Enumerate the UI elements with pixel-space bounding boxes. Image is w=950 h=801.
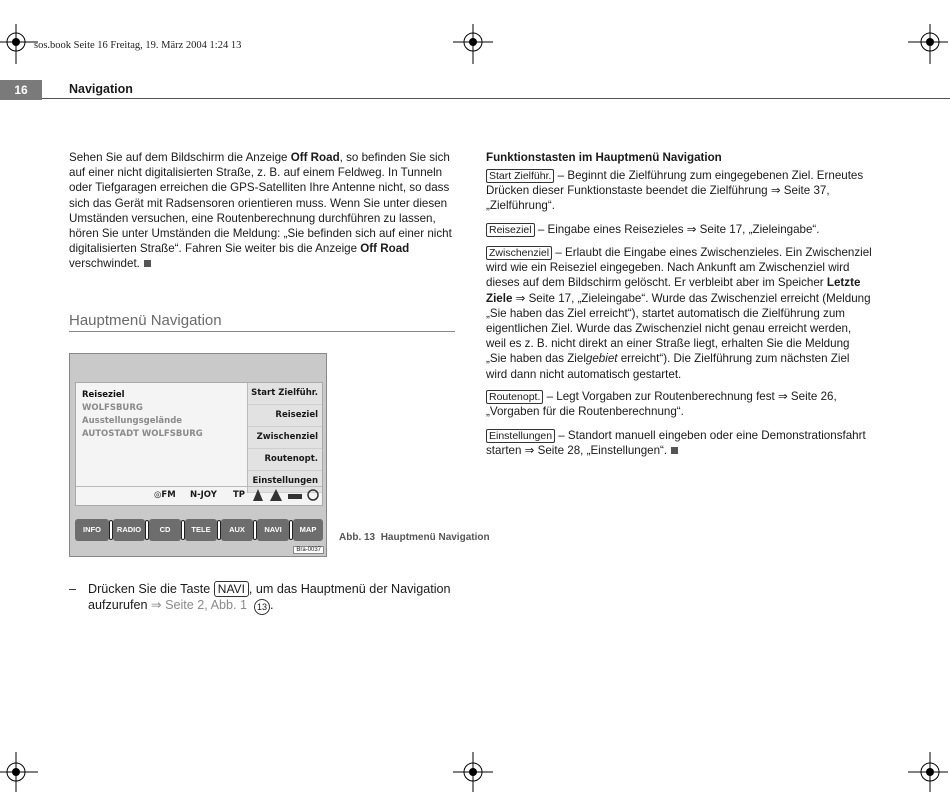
traffic-warning-icons <box>252 488 320 505</box>
key-einstellungen: Einstellungen <box>486 429 555 443</box>
end-of-section-mark <box>671 447 678 454</box>
crop-mark-bottom-center <box>453 752 493 792</box>
tele-button: TELE <box>185 519 217 541</box>
menu-item-reiseziel: Reiseziel <box>248 405 322 427</box>
key-reiseziel: Reiseziel <box>486 223 535 237</box>
page-reference-link[interactable]: ⇒ Seite 2, Abb. 1 <box>151 598 247 612</box>
crop-mark-top-left <box>0 24 38 64</box>
menu-item-start-zielfuehr: Start Zielführ. <box>248 383 322 405</box>
header-rule <box>42 98 950 99</box>
aux-button: AUX <box>221 519 253 541</box>
instruction-step: – Drücken Sie die Taste NAVI , um das Hauptmenü der Navigation aufzurufen ⇒ Seite 2, Abb. 1 13 . <box>69 581 459 615</box>
entry-reiseziel: Reiseziel – Eingabe eines Reisezieles ⇒ Seite 17, „Zieleingabe“. <box>486 222 872 237</box>
list-item: Ausstellungsgelände <box>82 416 183 426</box>
term-off-road-2: Off Road <box>360 242 410 256</box>
crop-mark-top-right <box>908 24 948 64</box>
function-key-menu <box>247 383 322 493</box>
running-head: Navigation <box>69 82 133 96</box>
menu-item-zwischenziel: Zwischenziel <box>248 427 322 449</box>
menu-item-einstellungen: Einstellungen <box>248 471 322 493</box>
navi-button: NAVI <box>257 519 289 541</box>
fm-indicator: ◎FM <box>154 490 176 500</box>
destination-list <box>82 389 203 441</box>
menu-item-routenopt: Routenopt. <box>248 449 322 471</box>
page-number: 16 <box>0 80 42 100</box>
tp-indicator: TP <box>233 490 246 500</box>
section-heading: Hauptmenü Navigation <box>69 312 222 329</box>
figure-code: Bra-0037 <box>293 546 324 554</box>
crop-mark-bottom-right <box>908 752 948 792</box>
info-button: INFO <box>75 519 109 541</box>
paragraph-off-road: Sehen Sie auf dem Bildschirm die Anzeige Off Road, so befinden Sie sich auf einer nicht digitalisierten Straße, z. B. auf einem Feldweg. In Tunneln oder Tiefgaragen erreichen die GPS-Satelliten Ihre Antenne nicht, so dass sich das Gerät mit Radsensoren orientieren muss. Wenn Sie unter diesen Umständen versuchen, eine Routenberechnung durchführen zu lassen, hören Sie unter Umständen die Meldung: „Sie befinden sich auf einer nicht digitalisierten Straße“. Fahren Sie weiter bis die Anzeige Off Road verschwindet. <box>69 151 452 271</box>
callout-number: 13 <box>254 599 270 615</box>
entry-start-zielfuehr: Start Zielführ. – Beginnt die Zielführung zum eingegebenen Ziel. Erneutes Drücken dieser Funktionstaste beendet die Zielführung ⇒ Seite 37, „Zielführung“. <box>486 169 864 213</box>
station-name: N-JOY <box>190 490 217 500</box>
print-info-line: sos.book Seite 16 Freitag, 19. März 2004 1:24 13 <box>34 40 242 51</box>
screen-display <box>75 382 323 506</box>
status-bar <box>76 486 322 505</box>
key-start-zielfuehr: Start Zielführ. <box>486 169 554 183</box>
entry-routenopt: Routenopt. – Legt Vorgaben zur Routenberechnung fest ⇒ Seite 26, „Vorgaben für die Routenberechnung“. <box>486 390 837 419</box>
step-dash: – <box>69 582 77 596</box>
term-off-road: Off Road <box>290 151 340 164</box>
radio-button: RADIO <box>113 519 145 541</box>
navi-key: NAVI <box>214 581 249 597</box>
hardware-button-row <box>75 519 323 541</box>
section-rule <box>69 331 455 332</box>
navigation-screen-figure <box>69 353 327 557</box>
end-of-section-mark <box>144 260 151 267</box>
key-routenopt: Routenopt. <box>486 390 543 404</box>
cd-button: CD <box>149 519 181 541</box>
entry-zwischenziel: Zwischenziel – Erlaubt die Eingabe eines Zwischenzieles. Ein Zwischenziel wird wie ein Reiseziel eingegeben. Nach Ankunft am Zwischenziel wird dieses auf dem Bildschirm gelöscht. Er verbleibt aber im Speicher Letzte Ziele ⇒ Seite 17, „Zieleingabe“. Wurde das Zwischenziel erreicht (Meldung „Sie haben das Ziel erreicht“), startet automatisch die Zielführung zum eigentlichen Ziel. Wurde das Zwischenziel nicht genau erreicht werden, weil es z. B. nicht direkt an einer Straße liegt, erhalten Sie die Meldung „Sie haben das Zielgebiet erreicht“). Die Zielführung zum nächsten Ziel wird dann nicht automatisch gestartet. <box>486 246 872 381</box>
list-item: WOLFSBURG <box>82 403 143 413</box>
crop-mark-top-center <box>453 24 493 64</box>
key-zwischenziel: Zwischenziel <box>486 246 552 260</box>
map-button: MAP <box>293 519 323 541</box>
list-item: Reiseziel <box>82 390 125 400</box>
entry-einstellungen: Einstellungen – Standort manuell eingeben oder eine Demonstrationsfahrt starten ⇒ Seite 28, „Einstellungen“. <box>486 429 866 458</box>
crop-mark-bottom-left <box>0 752 38 792</box>
list-item: AUTOSTADT WOLFSBURG <box>82 429 203 439</box>
figure-caption: Abb. 13 Hauptmenü Navigation <box>339 532 490 543</box>
function-keys-heading: Funktionstasten im Hauptmenü Navigation <box>486 151 722 164</box>
